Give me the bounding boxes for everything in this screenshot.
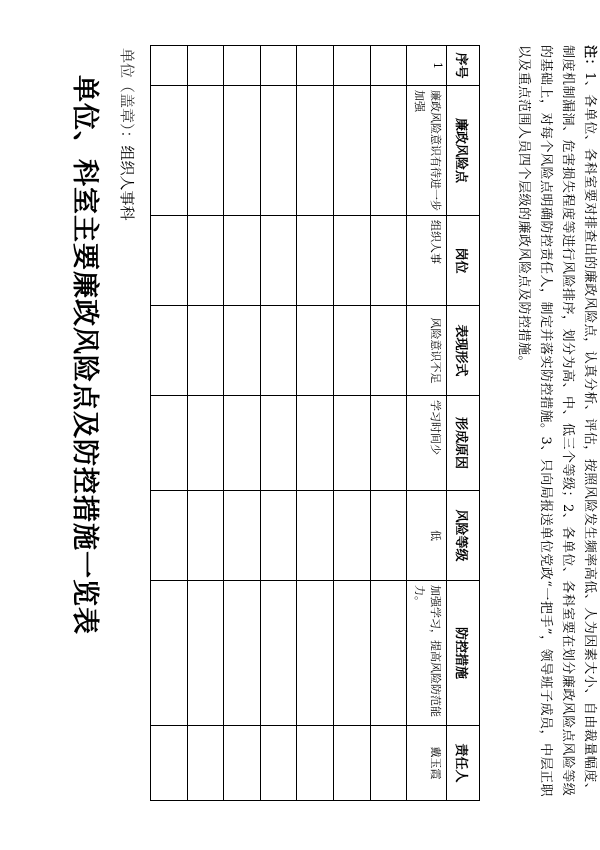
header-level: 风险等级 (447, 491, 480, 581)
cell-risk-point: 廉政风险意识有待进一步加强 (407, 86, 447, 216)
empty-cell (187, 581, 224, 726)
empty-cell (260, 396, 297, 491)
empty-cell (297, 491, 334, 581)
header-responsible: 责任人 (447, 726, 480, 801)
page-title: 单位、科室主要廉政风险点及防控措施一览表 (69, 75, 100, 635)
cell-measures: 加强学习，提高风险防范能力。 (407, 581, 447, 726)
header-measures: 防控措施 (447, 581, 480, 726)
empty-cell (151, 726, 188, 801)
empty-cell (260, 86, 297, 216)
header-no: 序号 (447, 46, 480, 86)
table-header-row (447, 46, 480, 801)
empty-cell (151, 86, 188, 216)
empty-cell (370, 726, 407, 801)
empty-cell (187, 726, 224, 801)
header-post: 岗位 (447, 216, 480, 306)
empty-cell (297, 726, 334, 801)
cell-post: 组织人事 (407, 216, 447, 306)
empty-cell (370, 306, 407, 396)
unit-label: 单位（盖章）： (118, 48, 136, 146)
footnote-label: 注： (582, 45, 597, 73)
empty-cell (224, 86, 261, 216)
empty-cell (370, 491, 407, 581)
table-row (297, 46, 334, 801)
empty-cell (297, 581, 334, 726)
footnote-text: 1、各单位、各科室要对排查出的廉政风险点，认真分析、评估，按照风险发生频率高低、人为因素大小、自由裁量幅度、制度机制漏洞、危害损失程度等进行风险排序，划分为高、中、低三个等级；2、各单位、各科室要在划分廉政风险点风险等级的基础上，对每个风险点明确防控责任人，制定并落实防控措施。3、只向局报送单位党政“一把手”，领导班子成员，中层正职以及重点范围人员四个层级的廉政风险点及防控措施。 (516, 45, 597, 798)
empty-cell (297, 86, 334, 216)
cell-level: 低 (407, 491, 447, 581)
unit-line (117, 48, 138, 221)
empty-cell (151, 491, 188, 581)
empty-cell (297, 396, 334, 491)
empty-cell (260, 306, 297, 396)
empty-cell (187, 216, 224, 306)
unit-value: 组织人事科 (118, 145, 136, 221)
cell-no: 1 (407, 46, 447, 86)
table-row (334, 46, 371, 801)
cell-responsible: 戴玉霞 (407, 726, 447, 801)
header-cause: 形成原因 (447, 396, 480, 491)
empty-cell (151, 581, 188, 726)
empty-cell (334, 216, 371, 306)
header-risk-point: 廉政风险点 (447, 86, 480, 216)
table-row (187, 46, 224, 801)
cell-manifestation: 风险意识不足 (407, 306, 447, 396)
empty-cell (334, 396, 371, 491)
empty-cell (224, 46, 261, 86)
table-row (224, 46, 261, 801)
empty-cell (151, 306, 188, 396)
empty-cell (334, 46, 371, 86)
empty-cell (224, 306, 261, 396)
empty-cell (260, 581, 297, 726)
empty-cell (224, 726, 261, 801)
empty-cell (151, 46, 188, 86)
risk-table (150, 45, 480, 801)
empty-cell (151, 216, 188, 306)
empty-cell (297, 306, 334, 396)
empty-cell (334, 86, 371, 216)
empty-cell (224, 216, 261, 306)
empty-cell (187, 46, 224, 86)
empty-cell (260, 216, 297, 306)
empty-cell (260, 46, 297, 86)
empty-cell (151, 396, 188, 491)
cell-cause: 学习时间少 (407, 396, 447, 491)
table-row (151, 46, 188, 801)
empty-cell (334, 581, 371, 726)
table-row (370, 46, 407, 801)
empty-cell (297, 46, 334, 86)
empty-cell (224, 491, 261, 581)
header-manifestation: 表现形式 (447, 306, 480, 396)
empty-cell (224, 396, 261, 491)
empty-cell (370, 216, 407, 306)
table-row (407, 46, 447, 801)
empty-cell (334, 306, 371, 396)
empty-cell (187, 86, 224, 216)
empty-cell (224, 581, 261, 726)
empty-cell (187, 491, 224, 581)
table-row (260, 46, 297, 801)
empty-cell (370, 581, 407, 726)
empty-cell (187, 306, 224, 396)
empty-cell (334, 491, 371, 581)
empty-cell (260, 726, 297, 801)
empty-cell (370, 86, 407, 216)
empty-cell (260, 491, 297, 581)
empty-cell (334, 726, 371, 801)
empty-cell (187, 396, 224, 491)
empty-cell (370, 396, 407, 491)
empty-cell (370, 46, 407, 86)
footnote (488, 45, 600, 805)
empty-cell (297, 216, 334, 306)
